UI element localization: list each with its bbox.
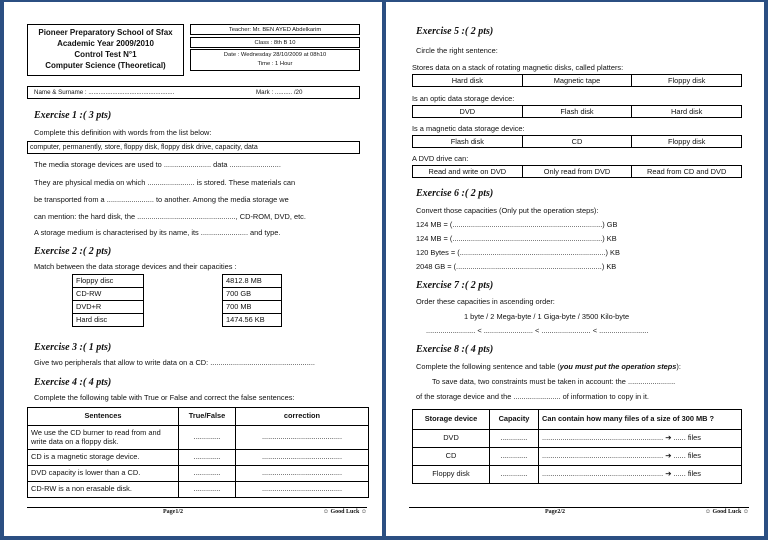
device-cell: CD [413, 448, 490, 466]
capacity-cell: 700 GB [223, 288, 282, 301]
ex8-title: Exercise 8 :( 4 pts) [416, 344, 494, 355]
ex5-title: Exercise 5 :( 2 pts) [416, 26, 494, 37]
files-cell[interactable]: ........................................................... ➔ ...... files [539, 466, 742, 484]
correction-cell[interactable]: ....................................... [236, 450, 369, 466]
option[interactable]: Flash disk [522, 106, 632, 118]
order-answer[interactable]: ........................ < ........................ < ........................ < ........................ [426, 326, 649, 335]
mc-question: Is an optic data storage device: [412, 94, 515, 103]
page-2 [386, 2, 764, 536]
mc-options [412, 105, 742, 118]
col-header: Capacity [490, 410, 539, 430]
ex3-title: Exercise 3 :( 1 pts) [34, 342, 112, 353]
page-1 [4, 2, 382, 536]
option[interactable]: Read from CD and DVD [632, 166, 742, 178]
capacity-values: 1 byte / 2 Mega-byte / 1 Giga-byte / 3500 Kilo-byte [464, 312, 630, 321]
answer-cell[interactable]: ............. [179, 426, 236, 450]
mc-question: Stores data on a stack of rotating magnetic disks, called platters: [412, 63, 624, 72]
ex1-line: can mention: the hard disk, the ................................................, CD-ROM, DVD, etc. [34, 212, 306, 221]
mark-field: Mark : .......... /20 [256, 89, 303, 96]
device-cell: DVD+R [73, 301, 144, 314]
mc-question: Is a magnetic data storage device: [412, 124, 525, 133]
correction-cell[interactable]: ....................................... [236, 426, 369, 450]
files-cell[interactable]: ........................................................... ➔ ...... files [539, 448, 742, 466]
capacity-cell[interactable]: ............. [490, 430, 539, 448]
answer-cell[interactable]: ............. [179, 450, 236, 466]
col-header: Storage device [413, 410, 490, 430]
answer-cell[interactable]: ............. [179, 466, 236, 482]
ex7-title: Exercise 7 :( 2 pts) [416, 280, 494, 291]
capacity-cell: 4812.8 MB [223, 275, 282, 288]
files-table [412, 409, 742, 484]
mc-options [412, 74, 742, 87]
ex1-line: They are physical media on which ....................... is stored. These materials can [34, 178, 296, 187]
option[interactable]: Hard disk [632, 106, 742, 118]
ex6-title: Exercise 6 :( 2 pts) [416, 188, 494, 199]
ex5-instruction: Circle the right sentence: [416, 46, 498, 55]
subject: Computer Science (Theoretical) [45, 61, 166, 70]
sentence-cell: CD is a magnetic storage device. [28, 450, 179, 466]
device-cell: DVD [413, 430, 490, 448]
ex3-instruction: Give two peripherals that allow to write data on a CD: ................................................... [34, 358, 315, 367]
option[interactable]: Read and write on DVD [413, 166, 523, 178]
option[interactable]: Magnetic tape [522, 75, 632, 87]
capacity-cell: 1474.56 KB [223, 314, 282, 327]
ex8-line[interactable]: To save data, two constraints must be taken in account: the ....................... [432, 377, 676, 386]
date-time: Date : Wednesday 28/10/2009 at 08h10 Time : 1 Hour [190, 49, 360, 71]
sentence-cell: CD-RW is a non erasable disk. [28, 482, 179, 498]
ex1-line: The media storage devices are used to ....................... data ......................... [34, 160, 281, 169]
good-luck: ☺ Good Luck ☺ [704, 509, 749, 515]
mc-options [412, 135, 742, 148]
answer-cell[interactable]: ............. [179, 482, 236, 498]
sentence-cell: We use the CD burner to read from and write data on a floppy disk. [28, 426, 179, 450]
ex7-instruction: Order these capacities in ascending order: [416, 297, 555, 306]
conversion-line[interactable]: 124 MB = (.........................................................................) GB [416, 220, 618, 229]
device-cell: Hard disc [73, 314, 144, 327]
class: Class : 8th B 10 [190, 37, 360, 48]
exam-info-box [190, 24, 360, 76]
ex1-line: A storage medium is characterised by its name, its ....................... and type. [34, 228, 281, 237]
files-cell[interactable]: ........................................................... ➔ ...... files [539, 430, 742, 448]
ex4-title: Exercise 4 :( 4 pts) [34, 377, 112, 388]
sentence-cell: DVD capacity is lower than a CD. [28, 466, 179, 482]
page-number: Page1/2 [163, 509, 183, 515]
col-header: correction [236, 408, 369, 426]
ex4-instruction: Complete the following table with True or False and correct the false sentences: [34, 393, 295, 402]
devices-table [72, 274, 144, 327]
capacities-table [222, 274, 282, 327]
page-number: Page2/2 [545, 509, 565, 515]
ex8-instruction: Complete the following sentence and table (you must put the operation steps): [416, 362, 681, 371]
footer [27, 507, 367, 518]
device-cell: Floppy disc [73, 275, 144, 288]
mc-options [412, 165, 742, 178]
device-cell: Floppy disk [413, 466, 490, 484]
header [27, 24, 360, 76]
true-false-table [27, 407, 369, 498]
capacity-cell[interactable]: ............. [490, 448, 539, 466]
ex2-title: Exercise 2 :( 2 pts) [34, 246, 112, 257]
academic-year: Academic Year 2009/2010 [57, 39, 154, 48]
correction-cell[interactable]: ....................................... [236, 466, 369, 482]
option[interactable]: Hard disk [413, 75, 523, 87]
ex1-instruction: Complete this definition with words from the list below: [34, 128, 212, 137]
teacher: Teacher: Mr. BEN AYED Abdelkarim [190, 24, 360, 35]
conversion-line[interactable]: 124 MB = (.........................................................................) KB [416, 234, 617, 243]
test-title: Control Test N°1 [74, 50, 137, 59]
name-mark-bar [27, 86, 360, 99]
school-info-box [27, 24, 184, 76]
option[interactable]: Flash disk [413, 136, 523, 148]
col-header: Can contain how many files of a size of 300 MB ? [539, 410, 742, 430]
footer [409, 507, 749, 518]
device-cell: CD-RW [73, 288, 144, 301]
good-luck: ☺ Good Luck ☺ [322, 509, 367, 515]
ex2-instruction: Match between the data storage devices and their capacities : [34, 262, 237, 271]
capacity-cell[interactable]: ............. [490, 466, 539, 484]
ex8-line[interactable]: of the storage device and the ....................... of information to copy in it. [416, 392, 649, 401]
mc-question: A DVD drive can: [412, 154, 469, 163]
col-header: True/False [179, 408, 236, 426]
option[interactable]: DVD [413, 106, 523, 118]
ex1-line: be transported from a ....................... to another. Among the media storage we [34, 195, 289, 204]
ex1-title: Exercise 1 :( 3 pts) [34, 110, 112, 121]
word-list: computer, permanently, store, floppy disk, floppy disk drive, capacity, data [27, 141, 360, 154]
capacity-cell: 700 MB [223, 301, 282, 314]
ex6-instruction: Convert those capacities (Only put the operation steps): [416, 206, 599, 215]
school-name: Pioneer Preparatory School of Sfax [38, 28, 173, 37]
col-header: Sentences [28, 408, 179, 426]
conversion-line[interactable]: 120 Bytes = (.......................................................................) KB [416, 248, 620, 257]
option[interactable]: CD [522, 136, 632, 148]
correction-cell[interactable]: ....................................... [236, 482, 369, 498]
conversion-line[interactable]: 2048 GB = (.......................................................................) KB [416, 262, 617, 271]
name-field[interactable]: Name & Surname : .................................................. [34, 89, 175, 96]
option[interactable]: Floppy disk [632, 136, 742, 148]
option[interactable]: Floppy disk [632, 75, 742, 87]
option[interactable]: Only read from DVD [522, 166, 632, 178]
